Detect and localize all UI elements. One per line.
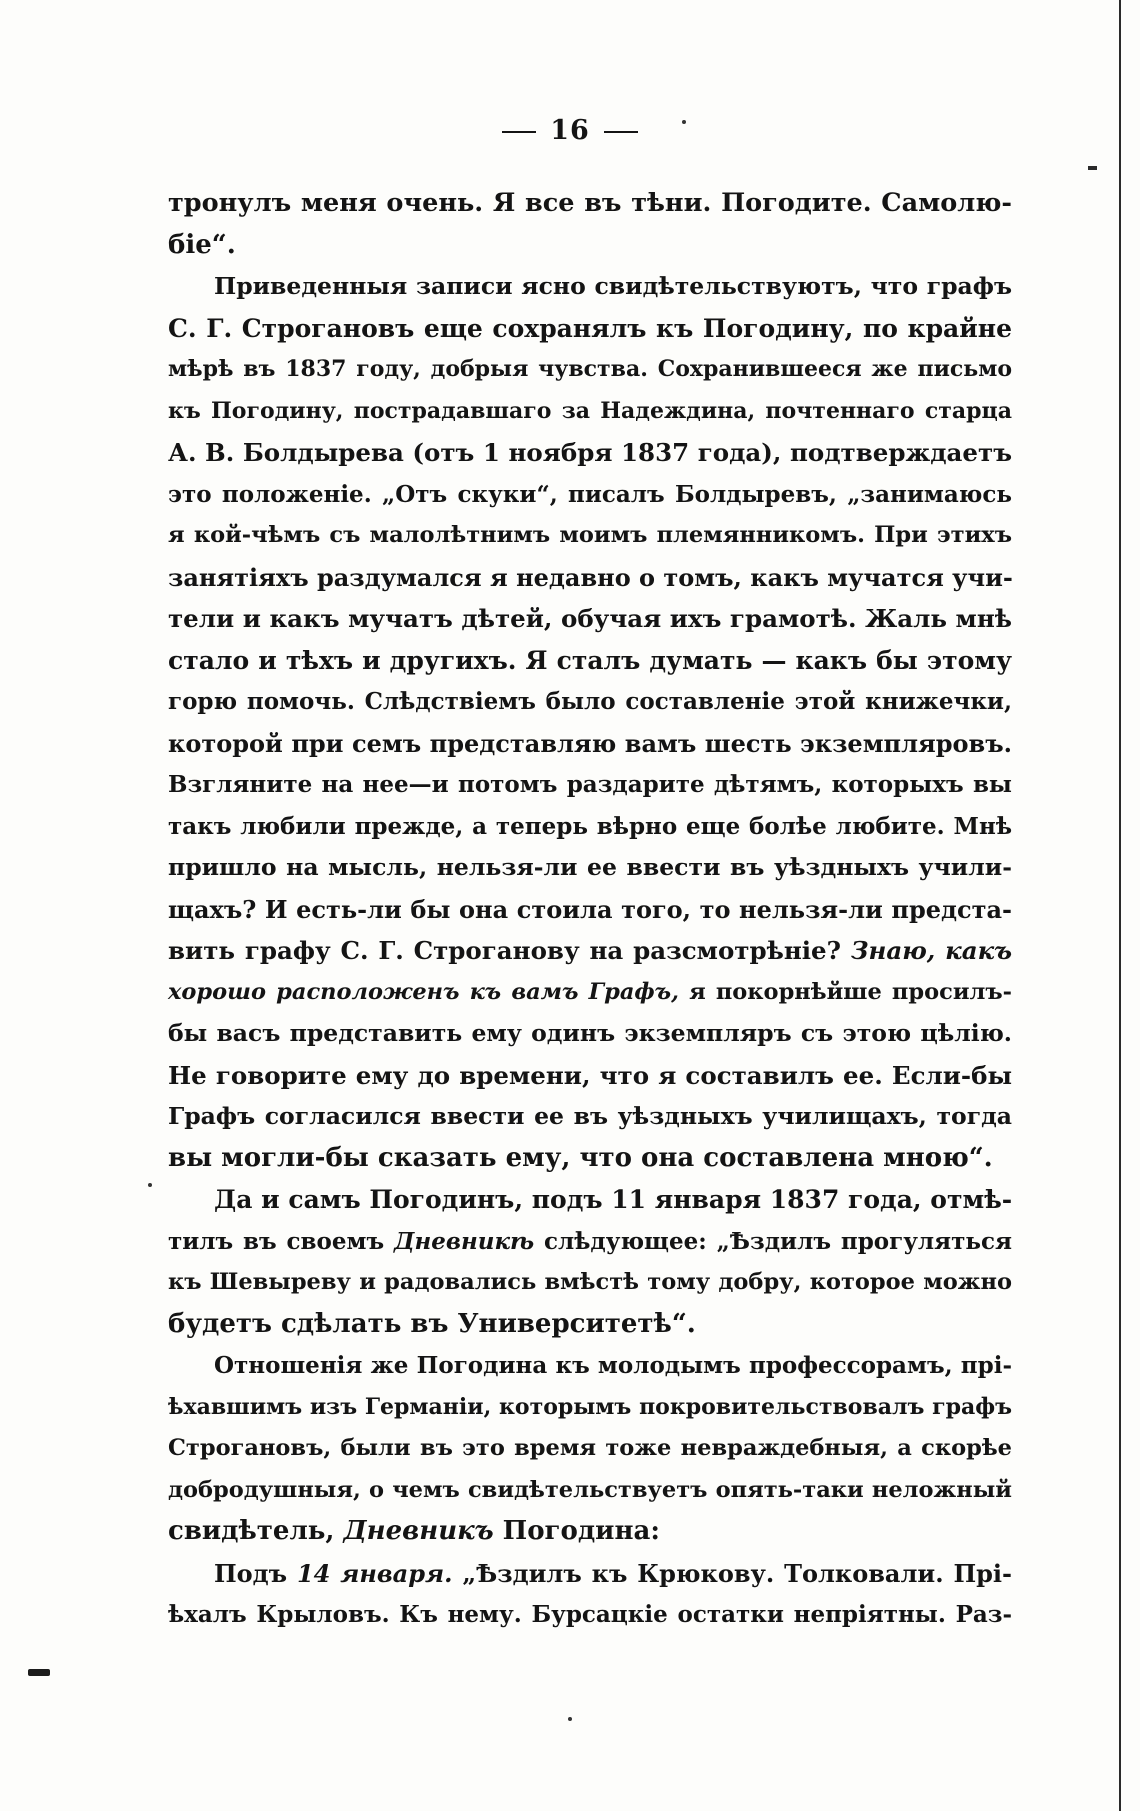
text-line [168,889,1012,931]
text-line [168,474,1012,516]
scan-edge-rule [1119,0,1121,1811]
text-line [168,1594,1012,1636]
scan-speck [148,1183,152,1187]
line-text: свидѣтель, [168,1516,335,1546]
line-text: Графъ согласился ввести ее въ уѣздныхъ училищахъ, тогда [168,1102,1012,1130]
line-text: Не говорите ему до времени, что я составилъ ее. Если-бы [168,1060,1012,1090]
line-text: слѣдующее: „Ѣздилъ прогуляться [544,1227,1012,1255]
line-text: Строгановъ, были въ это время тоже невраждебныя, а скорѣе [168,1435,1012,1461]
line-text: щахъ? И есть-ли бы она стоила того, то нельзя-ли предста- [168,894,1012,924]
italic-text: хорошо расположенъ къ вамъ Графъ, [168,978,679,1005]
line-text: вы могли-бы сказать ему, что она составлена мною“. [168,1142,993,1173]
line-text: ѣхавшимъ изъ Германіи, которымъ покровительствовалъ графъ [168,1393,1012,1420]
scan-speck [568,1717,572,1721]
line-text: Да и самъ Погодинъ, подъ 11 января 1837 года, отмѣ- [214,1185,1013,1214]
text-line [168,1345,1012,1387]
text-line [168,972,1012,1014]
line-text: тилъ въ своемъ [168,1227,385,1255]
line-text: пришло на мысль, нельзя-ли ее ввести въ уѣздныхъ учили- [168,853,1012,881]
line-text: ѣхалъ Крыловъ. Къ нему. Бурсацкіе остатки непріятны. Раз- [168,1601,1012,1628]
line-text: Погодина: [502,1516,660,1546]
text-line [168,1138,1012,1180]
text-line [168,183,1012,225]
text-line [168,1428,1012,1470]
text-line [168,391,1012,433]
line-text: Подъ [214,1558,288,1588]
italic-text: Дневникъ [343,1516,494,1546]
line-text: я кой-чѣмъ съ малолѣтнимъ моимъ племянникомъ. При этихъ [168,522,1012,548]
text-line [168,225,1012,267]
text-line [168,640,1012,682]
line-text: С. Г. Строгановъ еще сохранялъ къ Погодину, по крайне [168,313,1012,343]
text-line [168,515,1012,557]
text-line [168,1553,1012,1595]
line-text: тронулъ меня очень. Я все въ тѣни. Погодите. Самолю- [168,188,1012,218]
line-text: которой при семъ представляю вамъ шесть экземпляровъ. [168,728,1012,758]
line-text: А. В. Болдырева (отъ 1 ноября 1837 года), подтверждаетъ [168,438,1012,467]
line-text: Отношенія же Погодина къ молодымъ профессорамъ, прі- [214,1352,1012,1379]
text-line [168,1096,1012,1138]
text-line [168,1304,1012,1346]
line-text: занятіяхъ раздумался я недавно о томъ, какъ мучатся учи- [168,562,1013,592]
line-text: къ Шевыреву и радовались вмѣстѣ тому добру, которое можно [168,1269,1012,1295]
line-text: стало и тѣхъ и другихъ. Я сталъ думать — какъ бы этому [168,645,1012,675]
text-line [168,266,1012,308]
page-number-dash-left [502,131,536,133]
text-line [168,1262,1012,1304]
scan-edge-mark [1088,166,1097,170]
scan-smudge [28,1669,50,1676]
line-text: мѣрѣ въ 1837 году, добрыя чувства. Сохранившееся же письмо [168,356,1012,382]
line-text: біе“. [168,229,236,260]
text-line [168,349,1012,391]
line-text: Приведенныя записи ясно свидѣтельствуютъ, что графъ [214,272,1012,300]
text-line [168,847,1012,889]
text-line [168,1221,1012,1263]
line-text: это положеніе. „Отъ скуки“, писалъ Болдыревъ, „занимаюсь [168,480,1012,508]
page-number-dash-right [604,131,638,133]
text-line [168,930,1012,972]
line-text: я покорнѣйше просилъ- [689,978,1012,1005]
page-number [0,115,1140,146]
italic-text: Дневникѣ [394,1227,535,1255]
text-line [168,1511,1012,1553]
line-text: Взгляните на нее—и потомъ раздарите дѣтямъ, которыхъ вы [168,771,1012,798]
line-text: добродушныя, о чемъ свидѣтельствуетъ опять-таки неложный [168,1476,1012,1503]
line-text: вить графу С. Г. Строганову на разсмотрѣніе? [168,936,842,965]
text-line [168,681,1012,723]
body-text [168,183,1012,1636]
text-line [168,723,1012,765]
line-text: бы васъ представить ему одинъ экземпляръ съ этою цѣлію. [168,1019,1012,1047]
text-line [168,598,1012,640]
text-line [168,764,1012,806]
italic-text: Знаю, какъ [850,936,1013,965]
text-line [168,1055,1012,1097]
line-text: такъ любили прежде, а теперь вѣрно еще болѣе любите. Мнѣ [168,812,1012,840]
italic-text: 14 января. [296,1558,453,1588]
text-line [168,1013,1012,1055]
text-line [168,432,1012,474]
line-text: тели и какъ мучатъ дѣтей, обучая ихъ грамотѣ. Жаль мнѣ [168,604,1012,633]
line-text: „Ѣздилъ къ Крюкову. Толковали. Прі- [462,1558,1012,1588]
page-number-value: 16 [550,115,590,146]
line-text: горю помочь. Слѣдствіемъ было составленіе этой книжечки, [168,688,1012,715]
line-text: къ Погодину, пострадавшаго за Надеждина, почтеннаго старца [168,397,1012,424]
text-line [168,308,1012,350]
text-line [168,557,1012,599]
text-line [168,806,1012,848]
text-line [168,1470,1012,1512]
line-text: будетъ сдѣлать въ Университетѣ“. [168,1308,696,1339]
text-line [168,1179,1012,1221]
text-line [168,1387,1012,1429]
